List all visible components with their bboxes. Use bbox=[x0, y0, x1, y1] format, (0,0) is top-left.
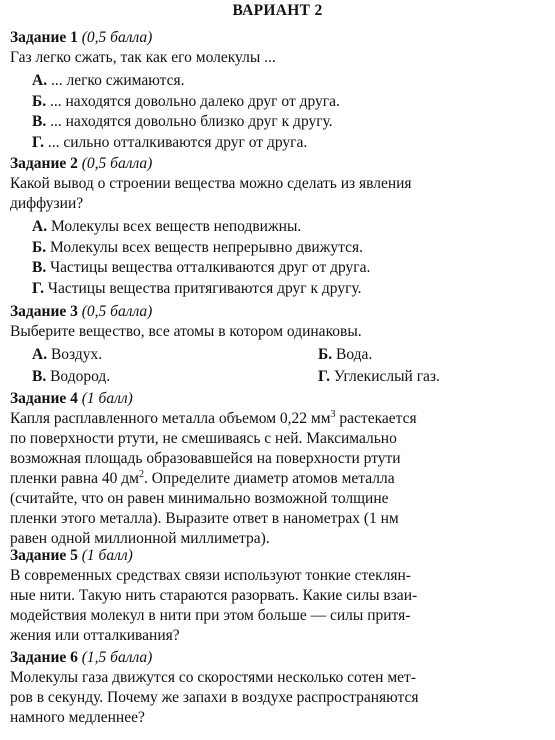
task-3-option-b: Б. Вода. bbox=[318, 346, 373, 363]
task-5-header bbox=[10, 546, 542, 566]
task-6 bbox=[10, 648, 542, 728]
square-superscript: 2 bbox=[138, 469, 144, 480]
task-1-points: (0,5 балла) bbox=[81, 29, 153, 46]
task-3-question: Выберите вещество, все атомы в котором одинаковы. bbox=[10, 323, 362, 340]
task-3-option-a: А. Воздух. bbox=[32, 346, 103, 363]
task-5-question-line-2: ные нити. Такую нить стараются разорвать. Какие силы взаи- bbox=[10, 587, 418, 604]
task-2-points: (0,5 балла) bbox=[81, 155, 153, 172]
task-4-question-line-5: (считайте, что он равен минимально возможной толщине bbox=[10, 490, 389, 507]
task-4 bbox=[10, 389, 542, 549]
task-1-option-d: Г. ... сильно отталкиваются друг от друга. bbox=[32, 133, 308, 151]
task-2-question-line-2: диффузии? bbox=[10, 195, 84, 212]
task-4-question-line-2: по поверхности ртути, не смешиваясь с ней. Максимально bbox=[10, 430, 397, 447]
task-4-points: (1 балл) bbox=[81, 390, 133, 407]
task-4-header bbox=[10, 389, 542, 409]
task-3-option-c: В. Водород. bbox=[32, 367, 111, 385]
task-5-points: (1 балл) bbox=[81, 547, 133, 564]
task-2-option-c: В. Частицы вещества отталкиваются друг от друга. bbox=[32, 259, 371, 277]
task-6-question-line-2: ров в секунду. Почему же запахи в воздухе распространяются bbox=[10, 689, 419, 706]
task-2-option-a: А. Молекулы всех веществ неподвижны. bbox=[32, 218, 302, 235]
task-4-question-line-3: возможная площадь образовавшейся на поверхности ртути bbox=[10, 450, 401, 467]
task-1-header bbox=[10, 28, 542, 48]
task-2-question-line-1: Какой вывод о строении вещества можно сделать из явления bbox=[10, 175, 412, 192]
task-1-title: Задание 1 bbox=[10, 29, 78, 46]
task-5 bbox=[10, 546, 542, 646]
cube-superscript: 3 bbox=[330, 409, 336, 420]
task-5-title: Задание 5 bbox=[10, 547, 78, 564]
task-3-points: (0,5 балла) bbox=[81, 303, 153, 320]
task-1-question: Газ легко сжать, так как его молекулы ... bbox=[10, 49, 276, 66]
task-4-question-line-4: пленки равна 40 $дм^2$. Определите диаметр атомов металла bbox=[10, 469, 395, 487]
task-5-question-line-4: жения или отталкивания? bbox=[10, 627, 180, 644]
task-2-header bbox=[10, 154, 542, 174]
task-2-option-d: Г. Частицы вещества притягиваются друг к другу. bbox=[32, 279, 362, 297]
task-1-options bbox=[32, 71, 542, 153]
task-3-options bbox=[32, 345, 542, 387]
task-1-option-a: А. ... легко сжимаются. bbox=[32, 72, 185, 89]
task-1-option-b: Б. ... находятся довольно далеко друг от друга. bbox=[32, 92, 340, 110]
task-2-option-b: Б. Молекулы всех веществ непрерывно движутся. bbox=[32, 238, 364, 256]
task-4-title: Задание 4 bbox=[10, 390, 78, 407]
task-5-question-line-3: модействия молекул в нити при этом больше — силы притя- bbox=[10, 607, 411, 624]
task-6-question-line-3: намного медленнее? bbox=[10, 709, 145, 726]
task-6-header bbox=[10, 648, 542, 668]
task-4-question-line-6: пленки этого металла). Выразите ответ в нанометрах (1 нм bbox=[10, 510, 399, 527]
variant-title: ВАРИАНТ 2 bbox=[232, 2, 323, 19]
task-1 bbox=[10, 28, 542, 153]
task-3 bbox=[10, 302, 542, 387]
task-2-title: Задание 2 bbox=[10, 155, 78, 172]
task-4-question-line-1: Капля расплавленного металла объемом 0,22 $мм^3$ растекается bbox=[10, 409, 417, 427]
task-4-question-line-7: равен одной миллионной миллиметра). bbox=[10, 530, 270, 547]
task-5-question-line-1: В современных средствах связи используют тонкие стеклян- bbox=[10, 567, 411, 584]
task-3-title: Задание 3 bbox=[10, 303, 78, 320]
task-1-option-c: В. ... находятся довольно близко друг к другу. bbox=[32, 113, 333, 131]
task-3-option-d: Г. Углекислый газ. bbox=[318, 367, 440, 385]
task-6-points: (1,5 балла) bbox=[81, 649, 153, 666]
task-2-options bbox=[32, 217, 542, 299]
task-3-header bbox=[10, 302, 542, 322]
task-6-title: Задание 6 bbox=[10, 649, 78, 666]
task-6-question-line-1: Молекулы газа движутся со скоростями несколько сотен мет- bbox=[10, 669, 416, 686]
task-2 bbox=[10, 154, 542, 299]
